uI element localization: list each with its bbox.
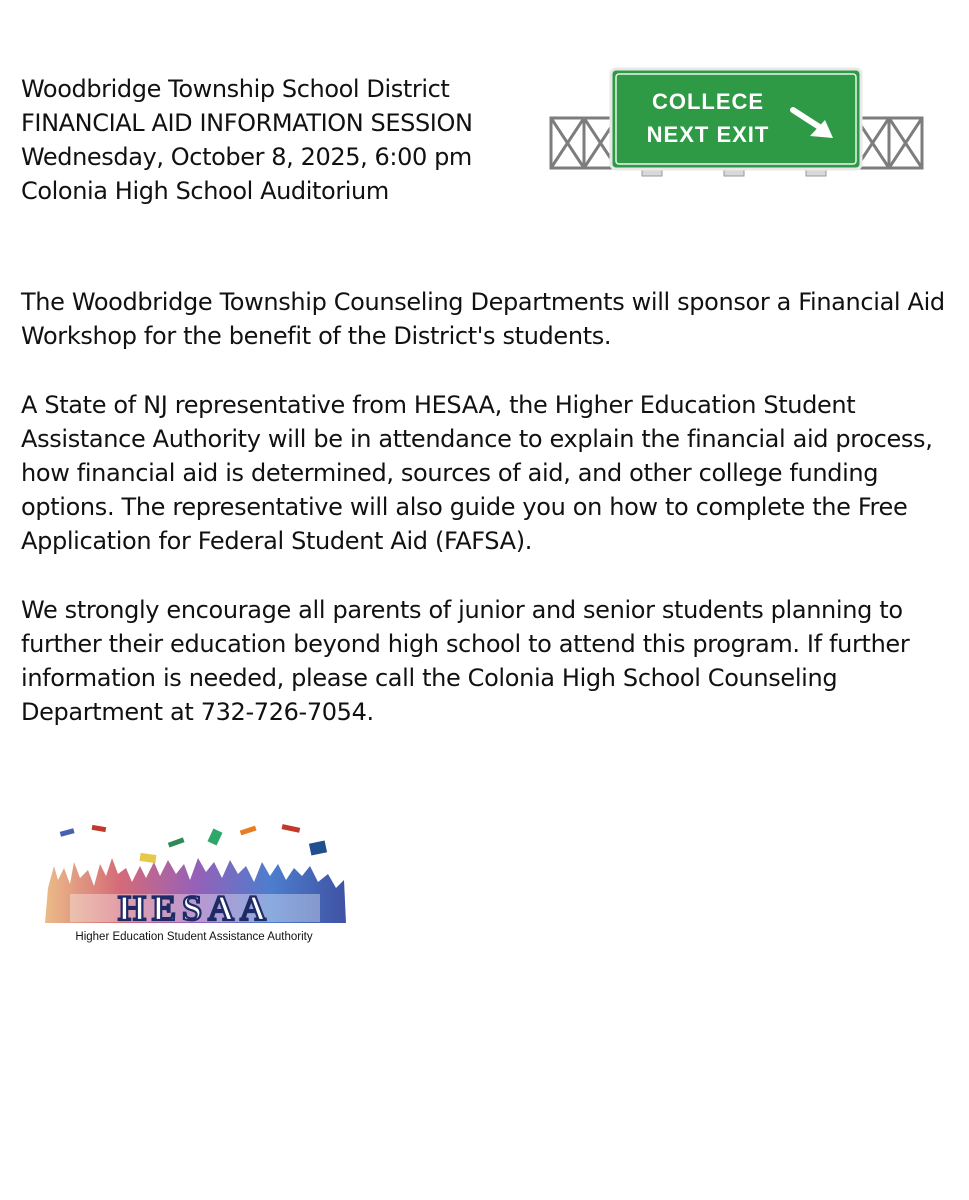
event-title: FINANCIAL AID INFORMATION SESSION (21, 109, 473, 137)
paragraph-intro: The Woodbridge Township Counseling Departments will sponsor a Financial Aid Workshop for the benefit of the District's students. (21, 288, 945, 351)
sign-panel (611, 69, 861, 169)
sign-line-2: NEXT EXIT (646, 122, 770, 147)
graduation-caps-icon (60, 824, 327, 863)
paragraph-representative: A State of NJ representative from HESAA, the Higher Education Student Assistance Authority will be in attendance to explain the financial aid process, how financial aid is determined, sources of aid, and other college funding options. The representative will also guide you on how to complete the Free Application for Federal Student Aid (FAFSA). (21, 390, 933, 556)
event-datetime: Wednesday, October 8, 2025, 6:00 pm (21, 143, 472, 171)
sign-line-1: COLLECE (651, 89, 765, 114)
hesaa-wordmark: HESAA (117, 888, 273, 928)
hesaa-caption: Higher Education Student Assistance Authority (75, 931, 313, 943)
sign-truss-right (856, 118, 922, 168)
hesaa-logo (40, 818, 352, 948)
sign-truss-left (551, 118, 617, 168)
paragraph-encouragement: We strongly encourage all parents of junior and senior students planning to further their education beyond high school to attend this program. If further information is needed, please call the Colonia High School Counseling Department at 732-726-7054. (21, 595, 910, 727)
district-name: Woodbridge Township School District (21, 75, 450, 103)
college-next-exit-sign (548, 66, 926, 181)
event-header (21, 72, 541, 208)
body-content (21, 285, 951, 764)
event-location: Colonia High School Auditorium (21, 177, 389, 205)
